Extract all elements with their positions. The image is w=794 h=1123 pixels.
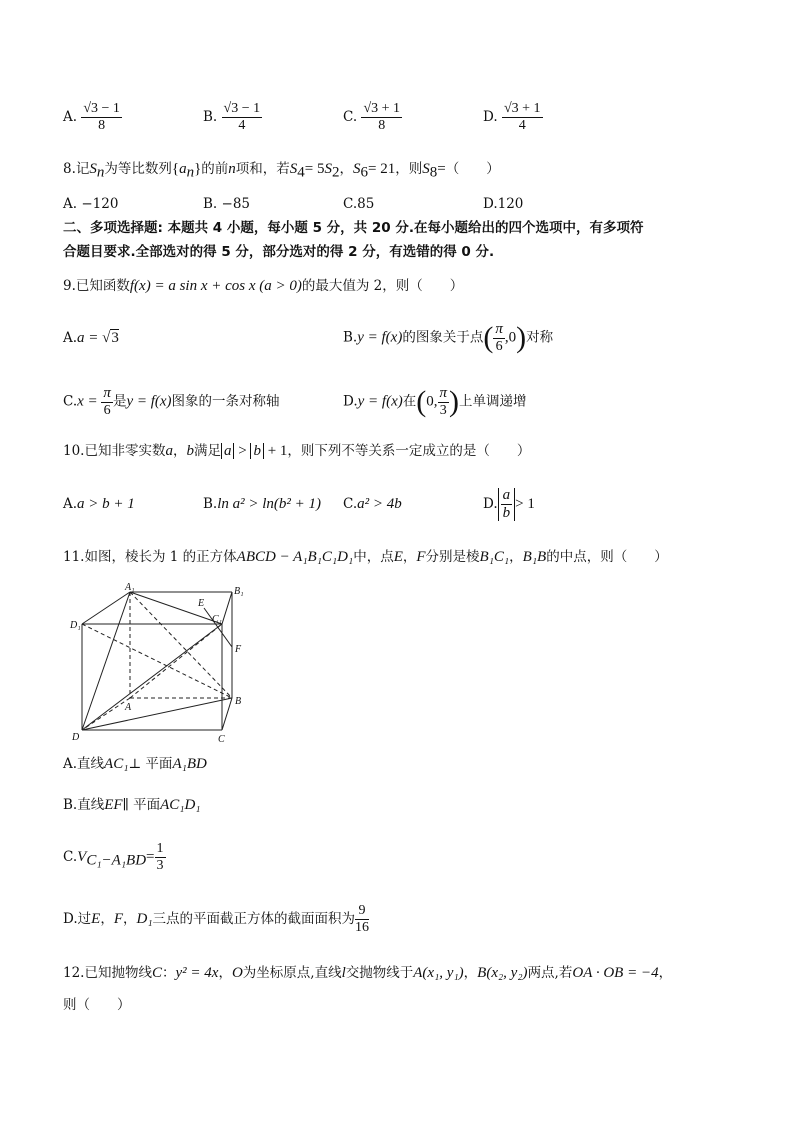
label-c: C: [218, 734, 225, 745]
text: 的前: [201, 161, 229, 177]
math: > 1: [515, 496, 535, 512]
text: 为坐标原点,直线: [242, 965, 342, 981]
math: A(x₁, y₁): [413, 965, 464, 981]
text: 9.已知函数: [63, 278, 130, 294]
text: 11.如图，棱长为 1 的正方体: [63, 549, 237, 565]
text: 中，点: [353, 549, 394, 565]
numerator: 3 − 1: [231, 101, 261, 116]
math: = 21: [368, 161, 396, 177]
q8-stem: 8.记$S_n$为等比数列$\{a_n\}$的前n项和，若$S_4= 5S_2$，$S_6= 21$，则$S_8=$（ ）: [63, 161, 500, 181]
sqrt-sign: √: [83, 101, 92, 116]
math: 0,: [426, 393, 438, 410]
text: 在: [402, 393, 417, 410]
denominator: 6: [103, 403, 111, 418]
section-heading-line2: 合题目要求.全部选对的得 5 分，部分选对的得 2 分，有选错的得 0 分.: [63, 244, 495, 260]
math: b: [186, 443, 194, 459]
fraction: [81, 102, 122, 133]
math: a > b + 1: [77, 496, 135, 512]
paren-open: (: [416, 385, 427, 418]
fraction: [501, 488, 513, 521]
numerator: a: [502, 487, 511, 503]
text: D.过: [63, 911, 92, 927]
math: S: [353, 161, 361, 177]
radicand: 3: [111, 330, 119, 346]
sqrt-sign: √: [102, 330, 111, 346]
text: ，: [339, 161, 354, 177]
text: ：: [162, 965, 176, 981]
math: x =: [77, 393, 102, 410]
text: 项和，若: [235, 161, 290, 177]
paren-open: (: [483, 321, 494, 354]
edge-d1a1: [82, 592, 130, 624]
q11-option-d: D.过E，F，D₁三点的平面截正方体的截面面积为 $\frac{9}{16}$: [63, 903, 370, 935]
q8-option-a: A. −120: [63, 196, 119, 212]
math: B(x₂, y₂): [477, 965, 528, 981]
option-label: C.: [343, 109, 358, 125]
paren-close: ): [449, 385, 460, 418]
text: C.: [63, 849, 78, 865]
math: y = f(x): [357, 393, 403, 410]
sqrt-sign: √: [223, 101, 232, 116]
math: F: [416, 549, 426, 565]
text: A.直线: [63, 756, 105, 772]
math: l: [341, 965, 346, 981]
denominator: b: [502, 505, 511, 521]
label-e: E: [198, 598, 205, 609]
text: ，: [463, 965, 478, 981]
text: 8.记: [63, 161, 90, 177]
math: f(x) = a sin x + cos x (a > 0): [129, 278, 302, 294]
text: 交抛物线于: [345, 965, 414, 981]
q9-option-c: [63, 386, 280, 418]
q11-stem: [63, 550, 668, 565]
text: ，: [402, 549, 417, 565]
option-label: B.: [203, 496, 218, 512]
text: 12.已知抛物线: [63, 965, 152, 981]
q10-option-d: [483, 488, 535, 521]
option-label: D.: [483, 496, 498, 512]
math: S: [422, 161, 430, 177]
math: E: [91, 911, 101, 927]
brace-close: }: [194, 161, 202, 177]
label-d1: D₁: [70, 620, 81, 631]
option-label: B.: [203, 109, 218, 125]
math: ln a² > ln(b² + 1): [217, 496, 322, 512]
text: B.直线: [63, 797, 105, 813]
text: 分别是棱: [425, 549, 480, 565]
text: 满足: [193, 443, 221, 459]
numerator: 9: [355, 904, 369, 920]
q7-option-d: [483, 102, 543, 133]
fraction: [493, 322, 505, 354]
denominator: 4: [518, 118, 526, 133]
math: a: [179, 161, 187, 177]
q9-option-a: [63, 331, 119, 346]
q12-stem: [63, 966, 672, 981]
option-label: D.: [483, 109, 498, 125]
math: = 5: [304, 161, 325, 177]
label-c1: C₁: [212, 614, 223, 625]
q10-option-c: [343, 497, 402, 512]
denominator: 8: [378, 118, 386, 133]
label-a1: A₁: [125, 582, 135, 593]
numerator: 1: [156, 841, 164, 856]
option-label: C.: [343, 496, 358, 512]
denominator: 3: [156, 858, 164, 873]
abs-b: b: [250, 443, 264, 459]
q11-option-c: [63, 842, 166, 873]
q7-option-c: [343, 102, 402, 133]
segment-c1d: [82, 624, 222, 730]
text: 是: [112, 393, 127, 410]
option-label: A.: [63, 109, 78, 125]
q8-option-c: C.85: [343, 196, 375, 212]
fraction: [155, 842, 166, 873]
q10-stem: 10.已知非零实数a，b满足 a > b + 1，则下列不等关系一定成立的是（ ）: [63, 443, 531, 459]
math: =: [437, 161, 446, 177]
numerator: π: [495, 321, 503, 337]
text: 三点的平面截正方体的截面面积为: [152, 911, 356, 927]
q11-option-b: [63, 798, 201, 813]
text: ∥ 平面: [122, 797, 161, 813]
fraction: [438, 386, 450, 418]
math: S: [89, 161, 97, 177]
label-f: F: [235, 644, 242, 655]
option-label: C.: [63, 393, 78, 410]
numerator: 3 − 1: [91, 101, 120, 116]
numerator: π: [439, 385, 448, 401]
math: n: [228, 161, 236, 177]
brace-open: {: [171, 161, 180, 177]
math: a =: [77, 330, 103, 346]
hidden-segment-ac1: [130, 624, 222, 698]
text: 上单调递增: [459, 393, 527, 410]
sqrt-sign: √: [503, 101, 512, 116]
segment-a1d: [82, 592, 130, 730]
math: AC₁D₁: [160, 797, 201, 813]
option-label: A.: [63, 496, 78, 512]
text: ，: [218, 965, 232, 981]
label-a: A: [125, 702, 132, 713]
sqrt-sign: √: [363, 101, 372, 116]
math: O: [231, 965, 243, 981]
denominator: 8: [98, 118, 106, 133]
abs-fraction: [498, 488, 516, 521]
option-label: A.: [63, 330, 78, 346]
q8-option-b: B. −85: [203, 196, 250, 212]
q12-stem-line2: 则（ ）: [63, 997, 131, 1013]
math: EF: [104, 797, 123, 813]
math: B₁B: [522, 549, 547, 565]
fraction: [361, 102, 402, 133]
text: ，: [509, 549, 523, 565]
text: ，: [658, 965, 673, 981]
label-d: D: [72, 732, 80, 743]
abs-a: a: [221, 443, 235, 459]
math: y = f(x): [126, 393, 172, 410]
option-label: D.: [343, 393, 358, 410]
math: S: [289, 161, 298, 177]
math: y² = 4x: [175, 965, 219, 981]
math: y = f(x): [357, 329, 403, 346]
denominator: 3: [439, 403, 447, 418]
q10-option-a: [63, 497, 135, 512]
section-heading-line1: 二、多项选择题: 本题共 4 小题，每小题 5 分，共 20 分.在每小题给出的四个选项中，有多项符: [63, 220, 644, 236]
denominator: 16: [355, 920, 370, 935]
text: 10.已知非零实数: [63, 443, 166, 459]
math: B₁C₁: [479, 549, 510, 565]
text: 的图象关于点: [402, 329, 484, 346]
text: 对称: [526, 329, 554, 346]
math: F: [113, 911, 123, 927]
numerator: 3 + 1: [371, 101, 401, 116]
q11-option-a: [63, 757, 207, 772]
text: 的中点，则（ ）: [546, 549, 668, 565]
hidden-segment-d1b: [82, 624, 232, 698]
q7-option-b: [203, 102, 262, 133]
text: ，则: [395, 161, 423, 177]
label-b1: B₁: [234, 586, 244, 597]
text: （ ）: [445, 161, 500, 177]
segment-db: [82, 698, 232, 730]
fraction: [101, 386, 113, 418]
text: 两点,若: [527, 965, 573, 981]
q8-option-d: D.120: [483, 196, 524, 212]
math: E: [393, 549, 403, 565]
q9-stem: [63, 279, 463, 294]
segment-a1c1: [130, 592, 222, 624]
math: a: [165, 443, 173, 459]
q9-option-b: [343, 322, 553, 354]
math-sub: n: [96, 164, 105, 181]
math: =: [146, 849, 155, 865]
label-b: B: [235, 696, 242, 707]
q7-option-a: [63, 102, 122, 133]
text: 图象的一条对称轴: [171, 393, 280, 410]
text: ，: [172, 443, 187, 459]
fraction: [502, 102, 543, 133]
math: A₁BD: [172, 756, 207, 772]
math-vector-dot: OA · OB = −4: [572, 965, 659, 981]
edge-cb: [222, 698, 232, 730]
math: ,0: [504, 329, 517, 346]
math: AC₁: [104, 756, 129, 772]
math: a² > 4b: [357, 496, 402, 512]
math-sub: n: [186, 164, 195, 181]
math-sub: C₁−A₁BD: [86, 852, 147, 869]
paren-close: ): [516, 321, 527, 354]
numerator: 3 + 1: [511, 101, 541, 116]
option-label: B.: [343, 329, 358, 346]
denominator: 4: [238, 118, 246, 133]
math: D₁: [136, 911, 153, 927]
fraction: [222, 102, 263, 133]
numerator: π: [103, 385, 111, 401]
math: S: [324, 161, 333, 177]
text: ⊥ 平面: [128, 756, 173, 772]
math: C: [151, 965, 162, 981]
text: ，则下列不等关系一定成立的是（ ）: [287, 443, 531, 459]
q10-option-b: [203, 497, 321, 512]
q9-option-d: [343, 386, 527, 418]
math: V: [77, 849, 87, 865]
text: 的最大值为 2，则（ ）: [301, 278, 464, 294]
fraction: [355, 904, 369, 935]
text: 为等比数列: [104, 161, 172, 177]
denominator: 6: [495, 339, 503, 354]
edge-c1b1: [222, 592, 232, 624]
math: ABCD − A₁B₁C₁D₁: [236, 549, 354, 565]
cube-figure: [62, 582, 252, 747]
